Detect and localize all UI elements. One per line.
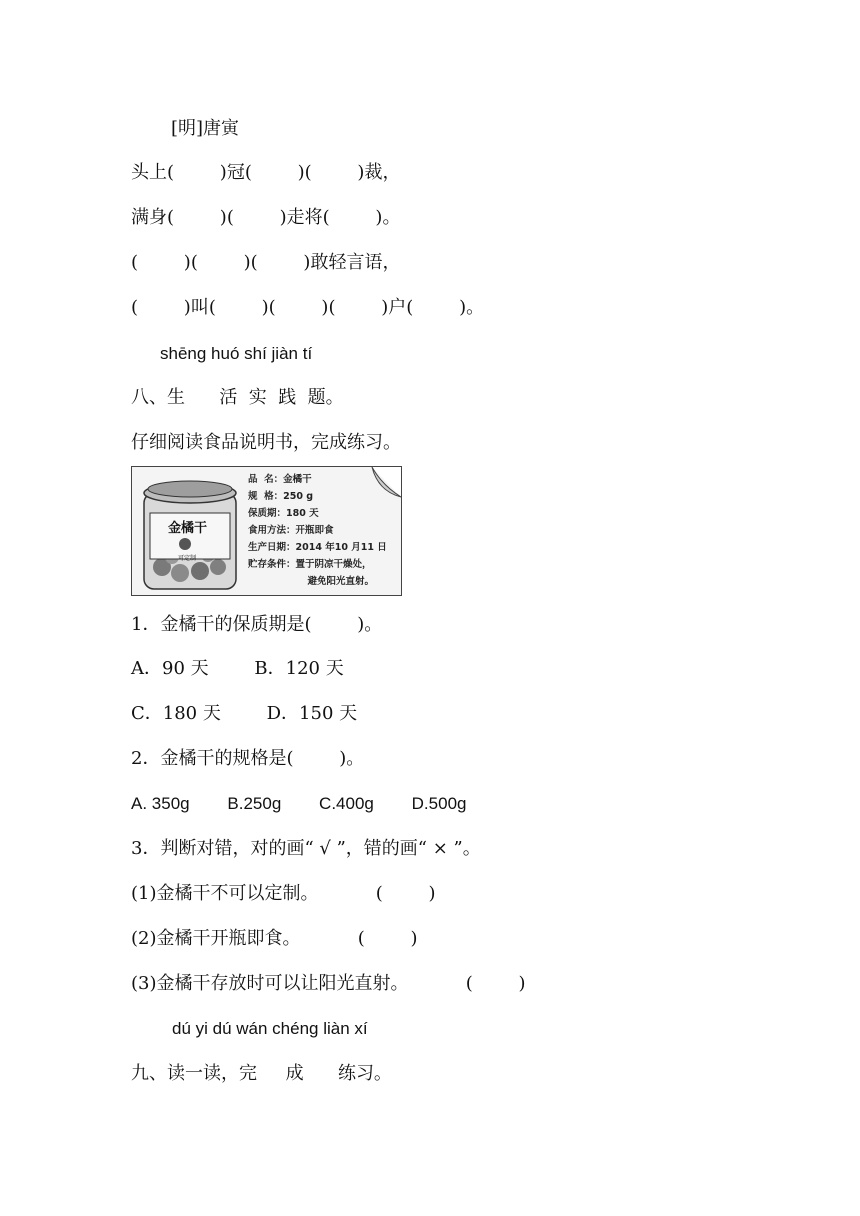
label-field-storage: 贮存条件：置于阴凉干燥处，	[248, 559, 372, 570]
question-3: 3．判断对错，对的画“ √ ”，错的画“ × ”。	[131, 838, 481, 859]
poem-author: [明]唐寅	[171, 118, 240, 139]
jar-tag: 可定制	[178, 555, 197, 562]
question-3-item-3: (3)金橘干存放时可以让阳光直射。 ( )	[131, 973, 526, 994]
poem-line-3: ( )( )( )敢轻言语，	[131, 252, 401, 273]
question-2: 2．金橘干的规格是( )。	[131, 748, 365, 769]
label-field-usage: 食用方法：开瓶即食	[248, 525, 334, 536]
poem-line-2: 满身( )( )走将( )。	[131, 207, 401, 228]
question-3-item-2: (2)金橘干开瓶即食。 ( )	[131, 928, 418, 949]
section8-instruction: 仔细阅读食品说明书，完成练习。	[131, 432, 401, 453]
question-1-options-cd: C．180 天 D．150 天	[131, 703, 358, 724]
label-field-name: 品 名：金橘干	[248, 474, 312, 485]
label-field-shelf-life: 保质期：180 天	[248, 508, 319, 519]
label-field-date: 生产日期：2014 年10 月11 日	[248, 542, 387, 553]
section8-heading: 八、生 活 实 践 题。	[131, 387, 344, 408]
section9-pinyin: dú yi dú wán chéng liàn xí	[172, 1019, 368, 1038]
section8-pinyin: shēng huó shí jiàn tí	[160, 344, 313, 363]
jar-brand-name: 金橘干	[168, 521, 208, 536]
question-2-options: A. 350g B.250g C.400g D.500g	[131, 794, 467, 813]
question-1-options-ab: A．90 天 B．120 天	[131, 658, 344, 679]
product-label-image	[131, 466, 402, 596]
question-3-item-1: (1)金橘干不可以定制。 ( )	[131, 883, 436, 904]
question-1: 1．金橘干的保质期是( )。	[131, 614, 383, 635]
section9-heading: 九、读一读，完 成 练习。	[131, 1063, 392, 1084]
poem-line-4: ( )叫( )( )( )户( )。	[131, 297, 485, 318]
label-field-spec: 规 格：250 g	[248, 491, 314, 502]
label-field-storage-2: 避免阳光直射。	[248, 576, 375, 587]
poem-line-1: 头上( )冠( )( )裁，	[131, 162, 401, 183]
